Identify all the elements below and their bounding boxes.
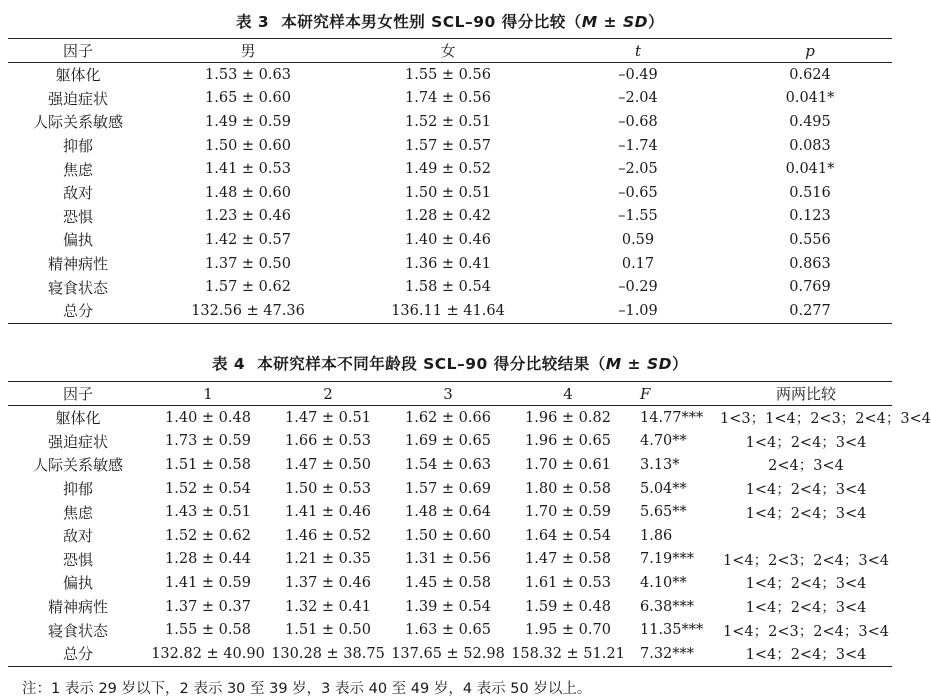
table4-cell-f: 4.10** [640,574,687,591]
table4-cell-f: 7.19*** [640,551,695,568]
table3-cell-female: 1.74 ± 0.56 [405,90,491,107]
table4-cell-group2: 1.21 ± 0.35 [285,551,371,568]
table3-row [8,87,892,111]
table4-row [8,548,892,572]
table4-caption-text: 本研究样本不同年龄段 SCL–90 得分比较结果（ [257,355,606,373]
table4-cell-group2: 1.47 ± 0.50 [285,456,371,473]
table4-cell-group2: 1.66 ± 0.53 [285,433,371,450]
table4-cell-comparison: 1<4；2<4；3<4 [745,505,867,522]
table4-cell-group2: 1.37 ± 0.46 [285,574,371,591]
table4-cell-group3: 137.65 ± 52.98 [388,642,508,666]
table3-cell-factor: 总分 [8,299,148,323]
table4-cell-factor: 强迫症状 [47,432,108,451]
table4-cell-group4: 158.32 ± 51.21 [508,642,628,666]
table3-cell-female: 1.52 ± 0.51 [405,113,491,130]
table3-header-t: t [548,39,728,63]
table3-cell-female: 1.57 ± 0.57 [405,137,491,154]
table3-cell-p: 0.769 [789,279,831,296]
table3-cell-p: 0.624 [789,66,831,83]
table4-cell-comparison: 2<4；3<4 [768,458,844,475]
table4-cell-group4: 1.64 ± 0.54 [525,527,611,544]
table3-row [8,63,892,87]
table4-row [8,406,892,430]
table3-cell-male: 1.23 ± 0.46 [205,208,291,225]
table4-cell-group1: 1.52 ± 0.62 [165,527,251,544]
table4-cell-f: 5.04** [640,480,687,497]
table4-header-comparison: 两两比较 [720,382,892,406]
table4-cell-group1: 1.51 ± 0.58 [165,456,251,473]
table3-cell-t: –1.74 [618,137,658,154]
table3-cell-t: –0.68 [618,113,658,130]
table3-cell-p: 0.516 [789,184,831,201]
table3-cell-p: 0.556 [789,231,831,248]
table3-cell-t: –0.49 [618,66,658,83]
table4-cell-comparison: 1<4；2<4；3<4 [745,482,867,499]
table3-cell-male: 1.49 ± 0.59 [205,113,291,130]
table3-cell-t: –1.55 [618,208,658,225]
table3-cell-p: 0.083 [789,137,831,154]
table3-cell-factor: 偏执 [62,231,93,250]
table4-cell-group3: 1.39 ± 0.54 [405,598,491,615]
table4-cell-group1: 1.28 ± 0.44 [165,551,251,568]
table4-cell-group2: 1.46 ± 0.52 [285,527,371,544]
table4-cell-factor: 精神病性 [47,598,108,617]
table4-cell-group2: 1.51 ± 0.50 [285,622,371,639]
table4-header-row [8,382,892,406]
table3-cell-factor: 焦虑 [62,160,93,179]
table4-cell-group3: 1.57 ± 0.69 [405,480,491,497]
table3-caption-text: 本研究样本男女性别 SCL–90 得分比较（ [281,13,582,31]
table3 [8,38,892,324]
table3-cell-t: –1.09 [548,299,728,323]
table4-cell-group3: 1.54 ± 0.63 [405,456,491,473]
table4-caption-stat: M ± SD [605,355,672,373]
table4-cell-comparison: 1<4；2<4；3<4 [720,642,892,666]
table4-cell-group4: 1.96 ± 0.65 [525,433,611,450]
table4-cell-group4: 1.59 ± 0.48 [525,598,611,615]
table4-cell-group4: 1.61 ± 0.53 [525,574,611,591]
table3-cell-male: 1.57 ± 0.62 [205,279,291,296]
table4-cell-f: 7.32*** [628,642,720,666]
table3-cell-male: 1.37 ± 0.50 [205,255,291,272]
table3-cell-male: 1.65 ± 0.60 [205,90,291,107]
table3-cell-p: 0.041* [785,90,835,107]
table4-cell-group1: 1.43 ± 0.51 [165,504,251,521]
table3-cell-female: 1.28 ± 0.42 [405,208,491,225]
table4-cell-group1: 1.73 ± 0.59 [165,433,251,450]
table4-cell-comparison: 1<4；2<4；3<4 [745,576,867,593]
table3-row [8,252,892,276]
table3-row [8,299,892,323]
table4-cell-factor: 敌对 [62,527,93,546]
table4-row [8,500,892,524]
table3-cell-factor: 敌对 [62,184,93,203]
table4-cell-comparison: 1<4；2<3；2<4；3<4 [723,552,889,569]
table4-caption [0,352,900,374]
table3-cell-male: 1.42 ± 0.57 [205,231,291,248]
table4-cell-group1: 1.41 ± 0.59 [165,574,251,591]
table3-cell-t: 0.59 [621,231,655,248]
table4-cell-group4: 1.95 ± 0.70 [525,622,611,639]
table4-cell-factor: 焦虑 [62,503,93,522]
table4-cell-group3: 1.45 ± 0.58 [405,574,491,591]
table3-cell-male: 132.56 ± 47.36 [148,299,348,323]
table3-cell-p: 0.495 [789,113,831,130]
table4-cell-f: 1.86 [640,527,673,544]
table4-cell-comparison: 1<4；2<3；2<4；3<4 [723,623,889,640]
table3-cell-factor: 人际关系敏感 [32,113,123,132]
table3-cell-male: 1.53 ± 0.63 [205,66,291,83]
table4-cell-group3: 1.63 ± 0.65 [405,622,491,639]
table3-cell-p: 0.277 [728,299,892,323]
table3-header-factor: 因子 [8,39,148,63]
table3-cell-factor: 躯体化 [55,66,101,85]
table4-cell-comparison: 1<4；2<4；3<4 [745,434,867,451]
table-note: 注：1 表示 29 岁以下，2 表示 30 至 39 岁，3 表示 40 至 49 岁，4 表示 50 岁以上。 [22,681,592,697]
table4-cell-f: 11.35*** [640,622,704,639]
table3-cell-t: 0.17 [621,255,655,272]
table4-caption-number: 表 4 [212,355,246,373]
table4-header-f: F [628,382,720,406]
table3-cell-factor: 恐惧 [62,207,93,226]
table4-cell-comparison: 1<4；2<4；3<4 [745,600,867,617]
table4 [8,381,931,667]
table4-cell-factor: 偏执 [62,574,93,593]
table3-cell-p: 0.041* [785,161,835,178]
table3-row [8,157,892,181]
table4-cell-group4: 1.70 ± 0.59 [525,504,611,521]
table3-cell-factor: 抑郁 [62,137,93,156]
table4-cell-f: 14.77*** [640,409,704,426]
table3-cell-female: 1.55 ± 0.56 [405,66,491,83]
table3-row [8,228,892,252]
table4-cell-group3: 1.50 ± 0.60 [405,527,491,544]
table4-cell-factor: 人际关系敏感 [32,456,123,475]
table3-header-male: 男 [148,39,348,63]
table3-cell-male: 1.50 ± 0.60 [205,137,291,154]
table4-row [8,453,892,477]
table4-caption-close: ） [671,355,688,373]
table4-cell-group1: 1.37 ± 0.37 [165,598,251,615]
table4-header-group3: 3 [388,382,508,406]
table4-row [8,571,892,595]
table3-cell-p: 0.863 [789,255,831,272]
table4-cell-factor: 恐惧 [62,550,93,569]
table4-row [8,477,892,501]
table4-cell-group1: 1.40 ± 0.48 [165,409,251,426]
table4-cell-group2: 1.47 ± 0.51 [285,409,371,426]
table3-caption-number: 表 3 [236,13,270,31]
table3-cell-t: –0.65 [618,184,658,201]
table4-cell-factor: 抑郁 [62,480,93,499]
table3-caption-stat: M ± SD [581,13,648,31]
table4-row [8,595,892,619]
table4-header-group4: 4 [508,382,628,406]
table3-cell-t: –0.29 [618,279,658,296]
table4-header-factor: 因子 [8,382,148,406]
table3-header-female: 女 [348,39,548,63]
table4-cell-group2: 1.32 ± 0.41 [285,598,371,615]
table3-cell-t: –2.04 [618,90,658,107]
table4-cell-group3: 1.69 ± 0.65 [405,433,491,450]
table4-cell-factor: 总分 [8,642,148,666]
table4-row [8,524,892,548]
table3-cell-female: 1.40 ± 0.46 [405,231,491,248]
table3-cell-factor: 寝食状态 [47,278,108,297]
table4-cell-comparison: 1<3；1<4；2<3；2<4；3<4 [720,411,931,428]
table4-cell-factor: 躯体化 [55,409,101,428]
table4-cell-group2: 1.41 ± 0.46 [285,504,371,521]
table3-row [8,110,892,134]
table3-header-p: p [728,39,892,63]
table4-cell-f: 4.70** [640,433,687,450]
table4-cell-group3: 1.31 ± 0.56 [405,551,491,568]
table3-cell-female: 136.11 ± 41.64 [348,299,548,323]
table3-caption-close: ） [647,13,664,31]
table3-row [8,205,892,229]
table4-cell-group1: 1.55 ± 0.58 [165,622,251,639]
table4-row [8,642,892,666]
table4-header-group1: 1 [148,382,268,406]
table3-cell-female: 1.49 ± 0.52 [405,161,491,178]
table4-cell-factor: 寝食状态 [47,621,108,640]
table4-cell-group4: 1.47 ± 0.58 [525,551,611,568]
table4-cell-group3: 1.62 ± 0.66 [405,409,491,426]
table4-cell-group2: 130.28 ± 38.75 [268,642,388,666]
table4-cell-comparison [720,524,892,548]
table3-cell-factor: 精神病性 [47,255,108,274]
table3-cell-p: 0.123 [789,208,831,225]
table4-row [8,430,892,454]
table3-caption [0,10,900,32]
table3-cell-female: 1.50 ± 0.51 [405,184,491,201]
table4-cell-group2: 1.50 ± 0.53 [285,480,371,497]
table4-cell-group1: 132.82 ± 40.90 [148,642,268,666]
table4-cell-group3: 1.48 ± 0.64 [405,504,491,521]
table3-cell-female: 1.36 ± 0.41 [405,255,491,272]
table3-row [8,181,892,205]
table4-cell-f: 3.13* [640,456,680,473]
table4-row [8,618,892,642]
table4-cell-group4: 1.80 ± 0.58 [525,480,611,497]
table3-header-row [8,39,892,63]
table3-cell-female: 1.58 ± 0.54 [405,279,491,296]
table3-cell-male: 1.41 ± 0.53 [205,161,291,178]
table4-cell-f: 5.65** [640,504,687,521]
table4-cell-group4: 1.70 ± 0.61 [525,456,611,473]
table4-cell-group1: 1.52 ± 0.54 [165,480,251,497]
table3-row [8,134,892,158]
table4-cell-f: 6.38*** [640,598,695,615]
table3-cell-factor: 强迫症状 [47,89,108,108]
table3-cell-t: –2.05 [618,161,658,178]
table3-cell-male: 1.48 ± 0.60 [205,184,291,201]
table4-cell-group4: 1.96 ± 0.82 [525,409,611,426]
table3-row [8,275,892,299]
table4-header-group2: 2 [268,382,388,406]
